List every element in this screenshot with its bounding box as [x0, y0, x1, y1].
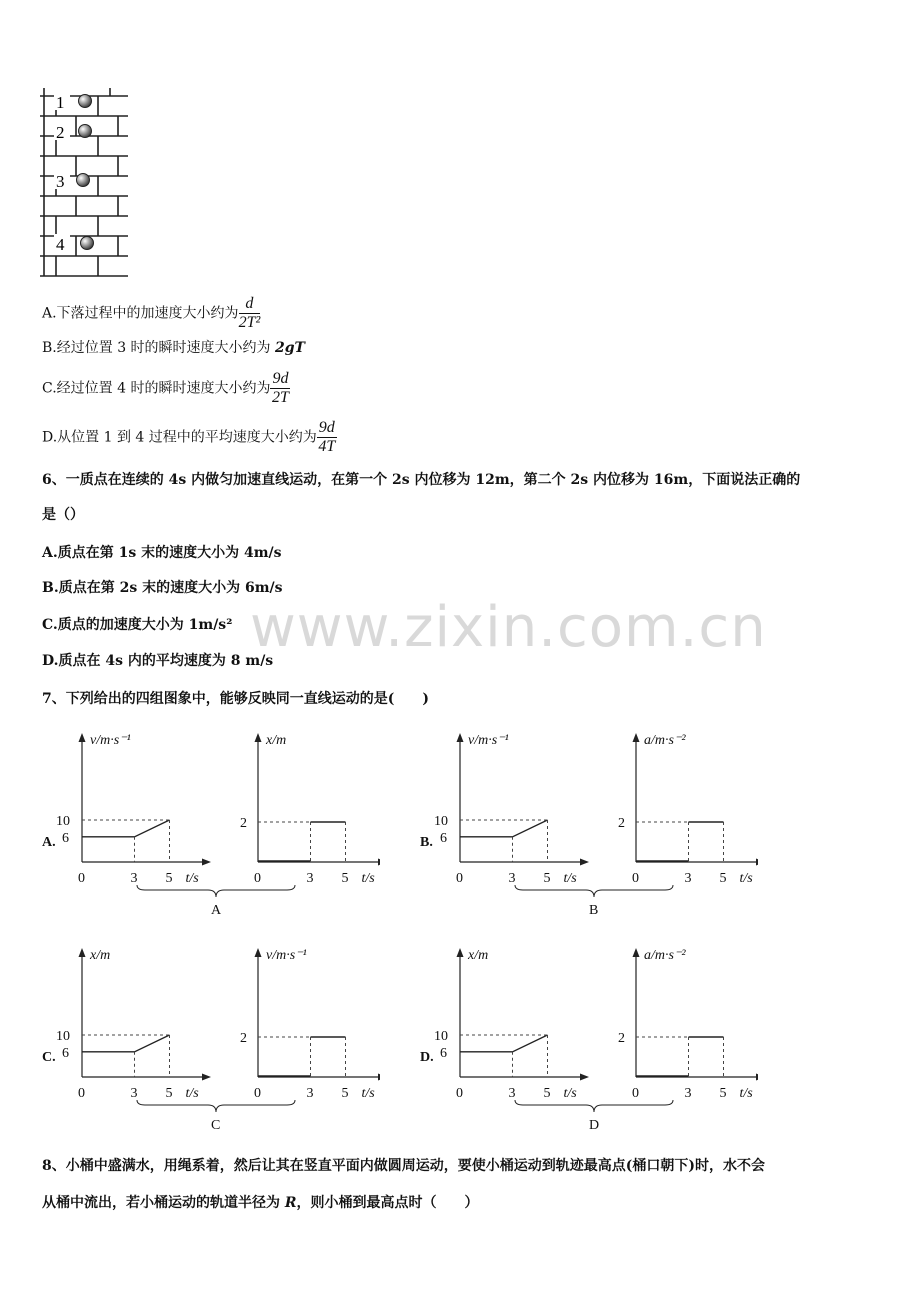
tick-label-x: 3: [306, 1086, 314, 1101]
x-axis-arrow: [756, 1074, 758, 1081]
radius-symbol: R: [284, 1195, 297, 1211]
q6-option-c[interactable]: C.质点的加速度大小为 1m/s²: [42, 617, 233, 633]
tick-label-y: 10: [56, 1029, 70, 1044]
tick-label-x: 0: [254, 1086, 261, 1101]
q6-stem-line1: 6、一质点在连续的 4s 内做匀加速直线运动，在第一个 2s 内位移为 12m，第二个 2s 内位移为 16m，下面说法正确的: [42, 472, 801, 488]
tick-label-y: 2: [618, 1031, 625, 1046]
brace: [137, 1100, 295, 1112]
option-text: A.下落过程中的加速度大小约为: [42, 305, 239, 322]
ball-2: [79, 125, 92, 138]
q6-option-d[interactable]: D.质点在 4s 内的平均速度为 8 m/s: [42, 653, 274, 669]
q5-option-b[interactable]: [42, 338, 305, 358]
x-axis-label: t/s: [739, 1086, 753, 1101]
tick-label-x: 5: [543, 871, 551, 886]
brace: [515, 1100, 673, 1112]
fraction: [317, 419, 337, 456]
tick-label-x: 5: [543, 1086, 551, 1101]
option-text: B.经过位置 3 时的瞬时速度大小约为: [42, 340, 275, 356]
ball-label: 1: [56, 93, 65, 112]
x-axis-arrow: [378, 1074, 380, 1081]
y-axis-arrow: [633, 733, 640, 742]
option-text: C.经过位置 4 时的瞬时速度大小约为: [42, 380, 271, 397]
option-label: D.: [420, 1049, 434, 1065]
tick-label-y: 6: [440, 1045, 447, 1061]
option-formula: 2gT: [275, 340, 305, 356]
brace-label: B: [589, 903, 599, 918]
tick-label-x: 3: [508, 871, 516, 886]
tick-label-x: 3: [130, 1086, 138, 1101]
fraction-num: 9d: [318, 419, 335, 436]
q7-graph-group-a: [40, 725, 380, 930]
y-axis-arrow: [255, 733, 262, 742]
fraction: [270, 370, 290, 407]
x-axis-label: t/s: [563, 1086, 577, 1101]
q7-stem: 7、下列给出的四组图象中，能够反映同一直线运动的是( ): [42, 691, 429, 707]
tick-label-y: 2: [618, 816, 625, 831]
y-axis-label: a/m·s⁻²: [644, 733, 686, 748]
x-axis-arrow: [202, 1074, 211, 1081]
brace-label: A: [211, 903, 222, 918]
tick-label-y: 10: [434, 814, 448, 829]
tick-label-y: 6: [440, 830, 447, 846]
q7-graph-group-d: [418, 940, 758, 1145]
brace: [515, 885, 673, 897]
tick-label-x: 0: [254, 871, 261, 886]
q8-text: ，则小桶到最高点时（ ）: [296, 1195, 479, 1211]
y-axis-label: v/m·s⁻¹: [468, 733, 509, 748]
x-axis-arrow: [580, 859, 589, 866]
x-axis-arrow: [580, 1074, 589, 1081]
ball-label: 4: [56, 235, 65, 254]
y-axis-label: x/m: [90, 948, 111, 963]
tick-label-x: 3: [508, 1086, 516, 1101]
tick-label-y: 10: [56, 814, 70, 829]
watermark: www.zixin.com.cn: [250, 595, 767, 660]
tick-label-y: 10: [434, 1029, 448, 1044]
tick-label-x: 0: [456, 871, 463, 886]
y-axis-arrow: [457, 733, 464, 742]
ball-label: 2: [56, 123, 65, 142]
tick-label-x: 0: [78, 1086, 85, 1101]
tick-label-x: 3: [684, 1086, 692, 1101]
y-axis-label: a/m·s⁻²: [644, 948, 686, 963]
series-line: [82, 1035, 170, 1052]
x-axis-label: t/s: [361, 1086, 375, 1101]
y-axis-arrow: [255, 948, 262, 957]
tick-label-x: 5: [341, 1086, 349, 1101]
x-axis-label: t/s: [185, 1086, 199, 1101]
q7-graph-group-c: [40, 940, 380, 1145]
ball-label: 3: [56, 172, 65, 191]
fraction: [239, 295, 261, 332]
tick-label-x: 3: [684, 871, 692, 886]
y-axis-label: x/m: [468, 948, 489, 963]
tick-label-x: 0: [456, 1086, 463, 1101]
ball-1: [79, 95, 92, 108]
ball-3: [77, 174, 90, 187]
option-label: A.: [42, 834, 56, 850]
series-line: [82, 820, 170, 837]
fraction-num: d: [239, 295, 261, 314]
option-text: D.从位置 1 到 4 过程中的平均速度大小约为: [42, 429, 317, 446]
brick-wall-figure: [40, 88, 132, 280]
x-axis-arrow: [202, 859, 211, 866]
tick-label-x: 5: [165, 871, 173, 886]
tick-label-x: 5: [341, 871, 349, 886]
tick-label-y: 2: [240, 816, 247, 831]
fraction-den: 2T: [272, 389, 289, 406]
series-line: [460, 820, 548, 837]
y-axis-label: v/m·s⁻¹: [90, 733, 131, 748]
q5-option-d[interactable]: [42, 419, 337, 456]
brace-label: C: [211, 1118, 221, 1133]
series-line: [460, 1035, 548, 1052]
tick-label-x: 0: [632, 871, 639, 886]
tick-label-x: 5: [719, 1086, 727, 1101]
x-axis-arrow: [378, 859, 380, 866]
tick-label-y: 6: [62, 830, 69, 846]
q5-option-c[interactable]: [42, 370, 290, 407]
tick-label-x: 3: [130, 871, 138, 886]
brace: [137, 885, 295, 897]
tick-label-x: 3: [306, 871, 314, 886]
tick-label-x: 5: [165, 1086, 173, 1101]
tick-label-y: 2: [240, 1031, 247, 1046]
q6-option-a[interactable]: A.质点在第 1s 末的速度大小为 4m/s: [42, 545, 282, 561]
y-axis-arrow: [79, 948, 86, 957]
q8-line1: 8、小桶中盛满水，用绳系着，然后让其在竖直平面内做圆周运动，要使小桶运动到轨迹最高点(桶口朝下)时，水不会: [42, 1158, 765, 1174]
q8-text: 从桶中流出，若小桶运动的轨道半径为: [42, 1195, 285, 1211]
y-axis-arrow: [457, 948, 464, 957]
ball-4: [81, 237, 94, 250]
option-label: C.: [42, 1049, 56, 1065]
q7-graph-group-b: [418, 725, 758, 930]
y-axis-label: v/m·s⁻¹: [266, 948, 307, 963]
x-axis-arrow: [756, 859, 758, 866]
tick-label-x: 5: [719, 871, 727, 886]
fraction-den: 4T: [318, 438, 336, 455]
x-axis-label: t/s: [739, 871, 753, 886]
q6-option-b[interactable]: B.质点在第 2s 末的速度大小为 6m/s: [42, 580, 283, 596]
y-axis-arrow: [633, 948, 640, 957]
y-axis-arrow: [79, 733, 86, 742]
x-axis-label: t/s: [563, 871, 577, 886]
tick-label-x: 0: [78, 871, 85, 886]
x-axis-label: t/s: [185, 871, 199, 886]
brace-label: D: [589, 1118, 600, 1133]
option-label: B.: [420, 834, 433, 850]
q8-line2: [42, 1193, 479, 1213]
tick-label-y: 6: [62, 1045, 69, 1061]
y-axis-label: x/m: [266, 733, 287, 748]
fraction-num: 9d: [272, 370, 289, 387]
q5-option-a[interactable]: [42, 295, 260, 332]
q6-stem-line2: 是（）: [42, 507, 84, 523]
fraction-den: 2T²: [238, 314, 261, 331]
tick-label-x: 0: [632, 1086, 639, 1101]
x-axis-label: t/s: [361, 871, 375, 886]
